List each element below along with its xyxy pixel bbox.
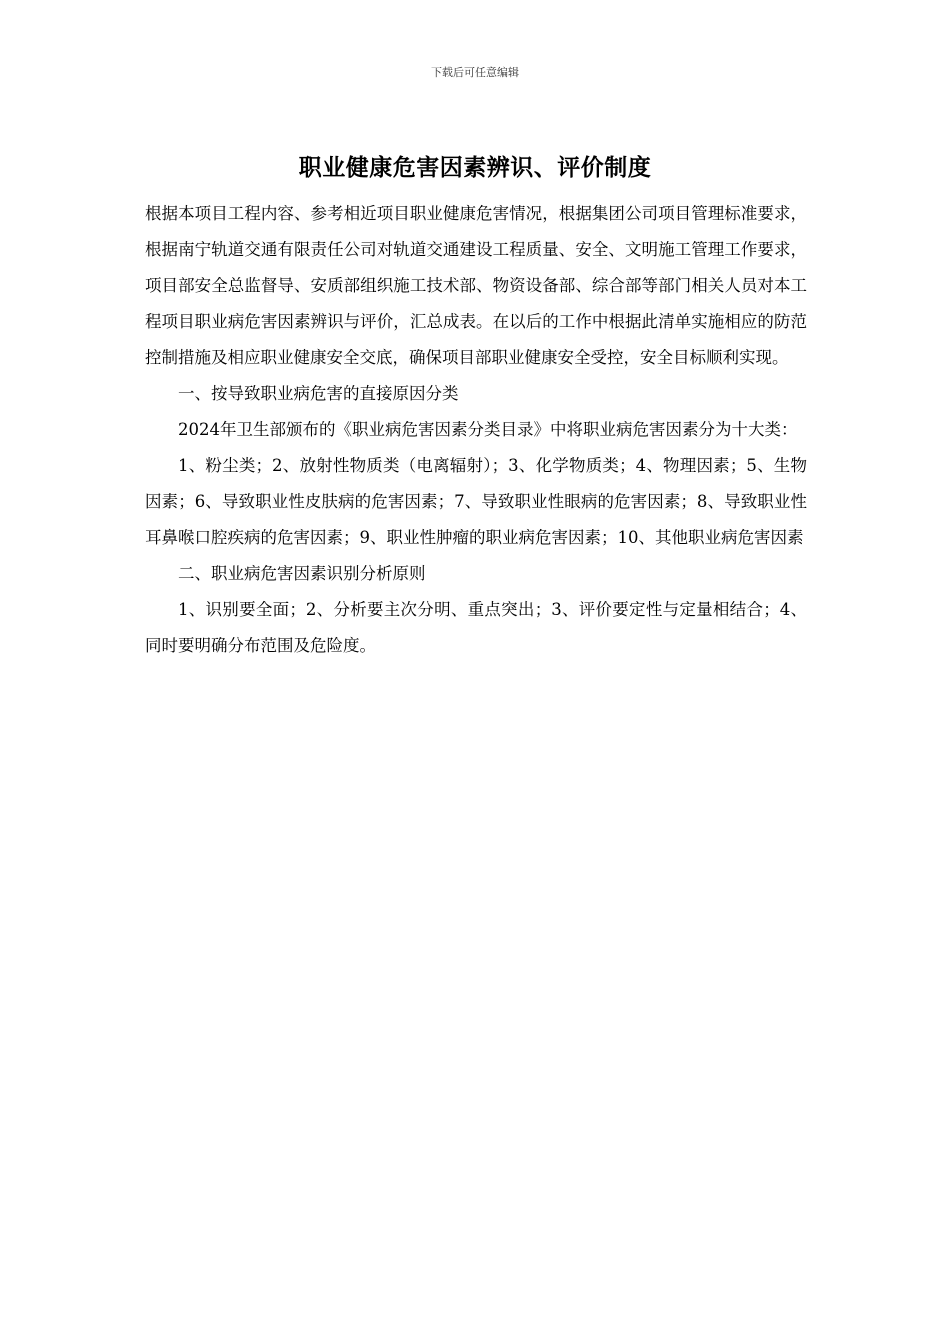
categories-list-paragraph: 1、粉尘类；2、放射性物质类（电离辐射）；3、化学物质类；4、物理因素；5、生物因素；6、导致职业性皮肤病的危害因素；7、导致职业性眼病的危害因素；8、导致职业性耳鼻喉口腔疾病的危害因素；9、职业性肿瘤的职业病危害因素；10、其他职业病危害因素	[145, 456, 807, 547]
section-heading-classification: 一、按导致职业病危害的直接原因分类	[178, 384, 459, 403]
intro-paragraph: 根据本项目工程内容、参考相近项目职业健康危害情况，根据集团公司项目管理标准要求，根据南宁轨道交通有限责任公司对轨道交通建设工程质量、安全、文明施工管理工作要求，项目部安全总监督导、安质部组织施工技术部、物资设备部、综合部等部门相关人员对本工程项目职业病危害因素辨识与评价，汇总成表。在以后的工作中根据此清单实施相应的防范控制措施及相应职业健康安全交底，确保项目部职业健康安全受控，安全目标顺利实现。	[145, 204, 807, 367]
document-body	[145, 196, 807, 664]
header-note: 下载后可任意编辑	[431, 66, 519, 79]
document-title: 职业健康危害因素辨识、评价制度	[298, 155, 652, 181]
principles-paragraph: 1、识别要全面；2、分析要主次分明、重点突出；3、评价要定性与定量相结合；4、同时要明确分布范围及危险度。	[145, 600, 807, 655]
catalog-paragraph: 2024年卫生部颁布的《职业病危害因素分类目录》中将职业病危害因素分为十大类：	[178, 420, 798, 439]
section-heading-principles: 二、职业病危害因素识别分析原则	[178, 564, 426, 583]
